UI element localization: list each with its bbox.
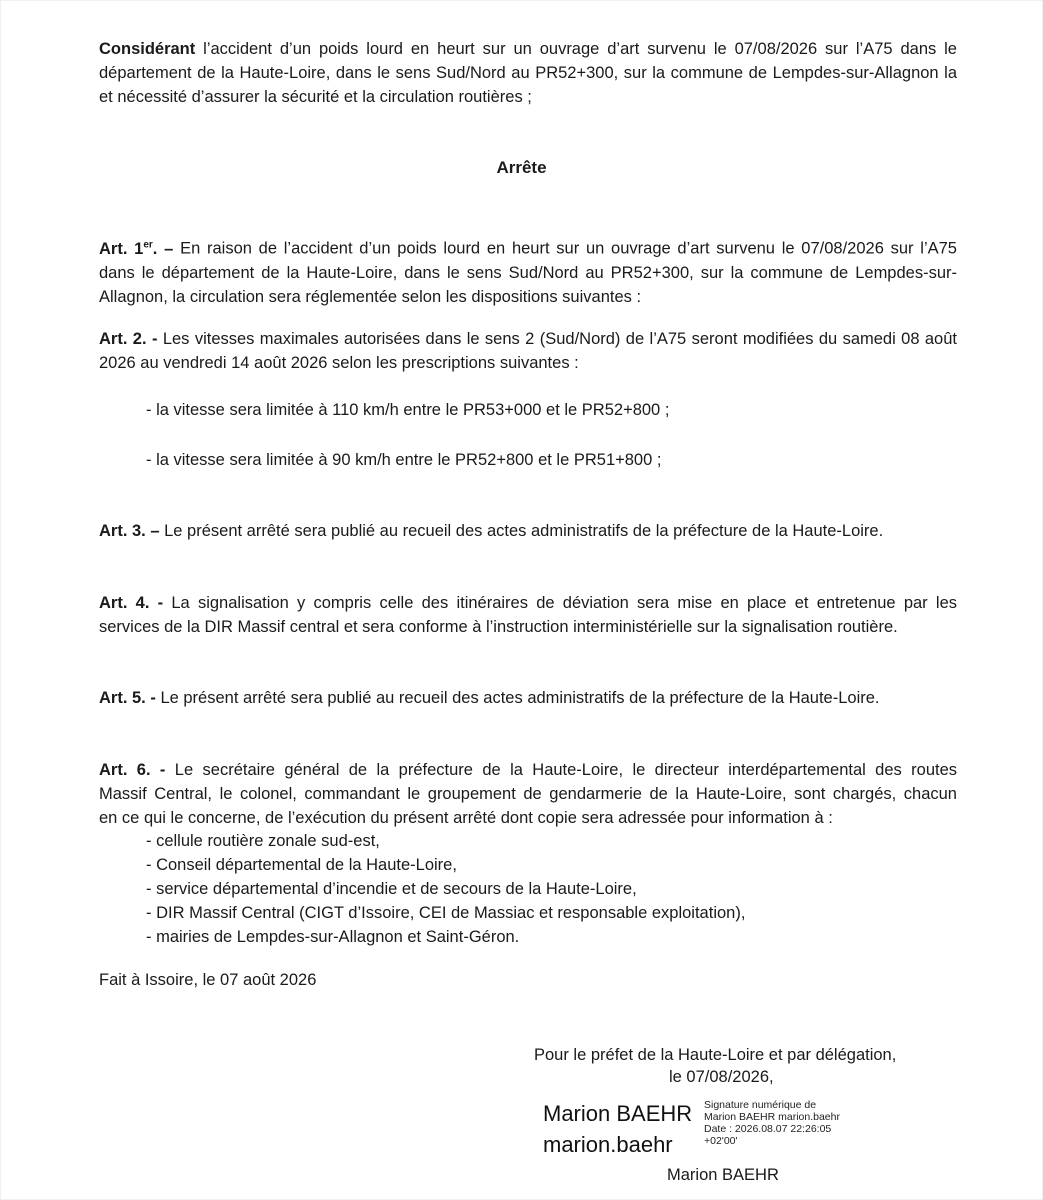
article-1-line-3: Allagnon, la circulation sera réglementée selon les dispositions suivantes : [99, 287, 642, 306]
considerant-line-1: l’accident d’un poids lourd en heurt sur un ouvrage d’art survenu le 07/08/2026 sur l’A75 dans le [203, 40, 957, 58]
decree-title: Arrête [496, 158, 547, 177]
considerant-line-3: et nécessité d’assurer la sécurité et la circulation routières ; [99, 88, 532, 106]
considerant-line-2: département de la Haute-Loire, dans le sens Sud/Nord au PR52+300, sur la commune de Lempdes-sur-Allagnon la [99, 64, 957, 82]
digital-signature-info [704, 1099, 840, 1147]
article-6-line-1: Le secrétaire général de la préfecture de la Haute-Loire, le directeur interdépartemental des routes [174, 761, 958, 779]
list-item: - cellule routière zonale sud-est, [146, 832, 380, 850]
signature-meta-line: Marion BAEHR marion.baehr [704, 1111, 840, 1123]
article-4-label: Art. 4. - [99, 594, 164, 612]
signature-name: Marion BAEHR [543, 1101, 693, 1126]
signature-meta-line: Signature numérique de [704, 1099, 817, 1111]
delegation-line: Pour le préfet de la Haute-Loire et par délégation, [534, 1046, 897, 1064]
article-4-line-2: services de la DIR Massif central et sera conforme à l’instruction interministérielle sur la signalisation routière. [99, 618, 898, 636]
signature-meta-line: Date : 2026.08.07 22:26:05 [704, 1123, 832, 1135]
considerant-label: Considérant [99, 40, 196, 58]
considerant-paragraph [99, 37, 957, 109]
article-1-line-2: dans le département de la Haute-Loire, dans le sens Sud/Nord au PR52+300, sur la commune de Lempdes-sur- [99, 263, 957, 282]
signature-meta-line: +02'00' [704, 1135, 738, 1147]
signer-name: Marion BAEHR [667, 1166, 779, 1184]
article-1-label: Art. 1er. – [99, 239, 174, 258]
article-2-bullet-2: - la vitesse sera limitée à 90 km/h entre le PR52+800 et le PR51+800 ; [146, 451, 662, 469]
article-1 [99, 233, 957, 309]
list-item: - Conseil départemental de la Haute-Loire, [146, 856, 457, 874]
recipient-list [146, 829, 745, 949]
article-3-label: Art. 3. – [99, 522, 160, 540]
article-2-bullet-1: - la vitesse sera limitée à 110 km/h entre le PR53+000 et le PR52+800 ; [146, 401, 670, 419]
article-2-line-2: 2026 au vendredi 14 août 2026 selon les prescriptions suivantes : [99, 354, 579, 372]
article-3-text: Le présent arrêté sera publié au recueil des actes administratifs de la préfecture de la Haute-Loire. [164, 522, 884, 540]
article-2-label: Art. 2. - [99, 330, 158, 348]
article-2 [99, 327, 957, 375]
article-6-label: Art. 6. - [99, 761, 166, 779]
article-5 [99, 686, 957, 710]
article-5-text: Le présent arrêté sera publié au recueil des actes administratifs de la préfecture de la Haute-Loire. [160, 689, 880, 707]
signature-date: le 07/08/2026, [669, 1068, 774, 1086]
article-4 [99, 591, 957, 639]
article-3 [99, 519, 957, 543]
list-item: - DIR Massif Central (CIGT d’Issoire, CEI de Massiac et responsable exploitation), [146, 904, 746, 922]
article-6 [99, 758, 957, 830]
article-1-line-1: En raison de l’accident d’un poids lourd en heurt sur un ouvrage d’art survenu le 07/08/2026 sur l’A75 [180, 239, 957, 258]
place-date: Fait à Issoire, le 07 août 2026 [99, 971, 317, 989]
article-4-line-1: La signalisation y compris celle des itinéraires de déviation sera mise en place et entretenue par les [171, 594, 957, 612]
article-6-line-3: en ce qui le concerne, de l’exécution du présent arrêté dont copie sera adressée pour information à : [99, 809, 833, 827]
article-6-line-2: Massif Central, le colonel, commandant le groupement de gendarmerie de la Haute-Loire, sont chargés, chacun [99, 785, 957, 803]
signature-login: marion.baehr [543, 1132, 673, 1157]
list-item: - mairies de Lempdes-sur-Allagnon et Saint-Géron. [146, 928, 520, 946]
article-2-line-1: Les vitesses maximales autorisées dans le sens 2 (Sud/Nord) de l’A75 seront modifiées du samedi 08 août [162, 330, 957, 348]
list-item: - service départemental d’incendie et de secours de la Haute-Loire, [146, 880, 637, 898]
article-5-label: Art. 5. - [99, 689, 156, 707]
